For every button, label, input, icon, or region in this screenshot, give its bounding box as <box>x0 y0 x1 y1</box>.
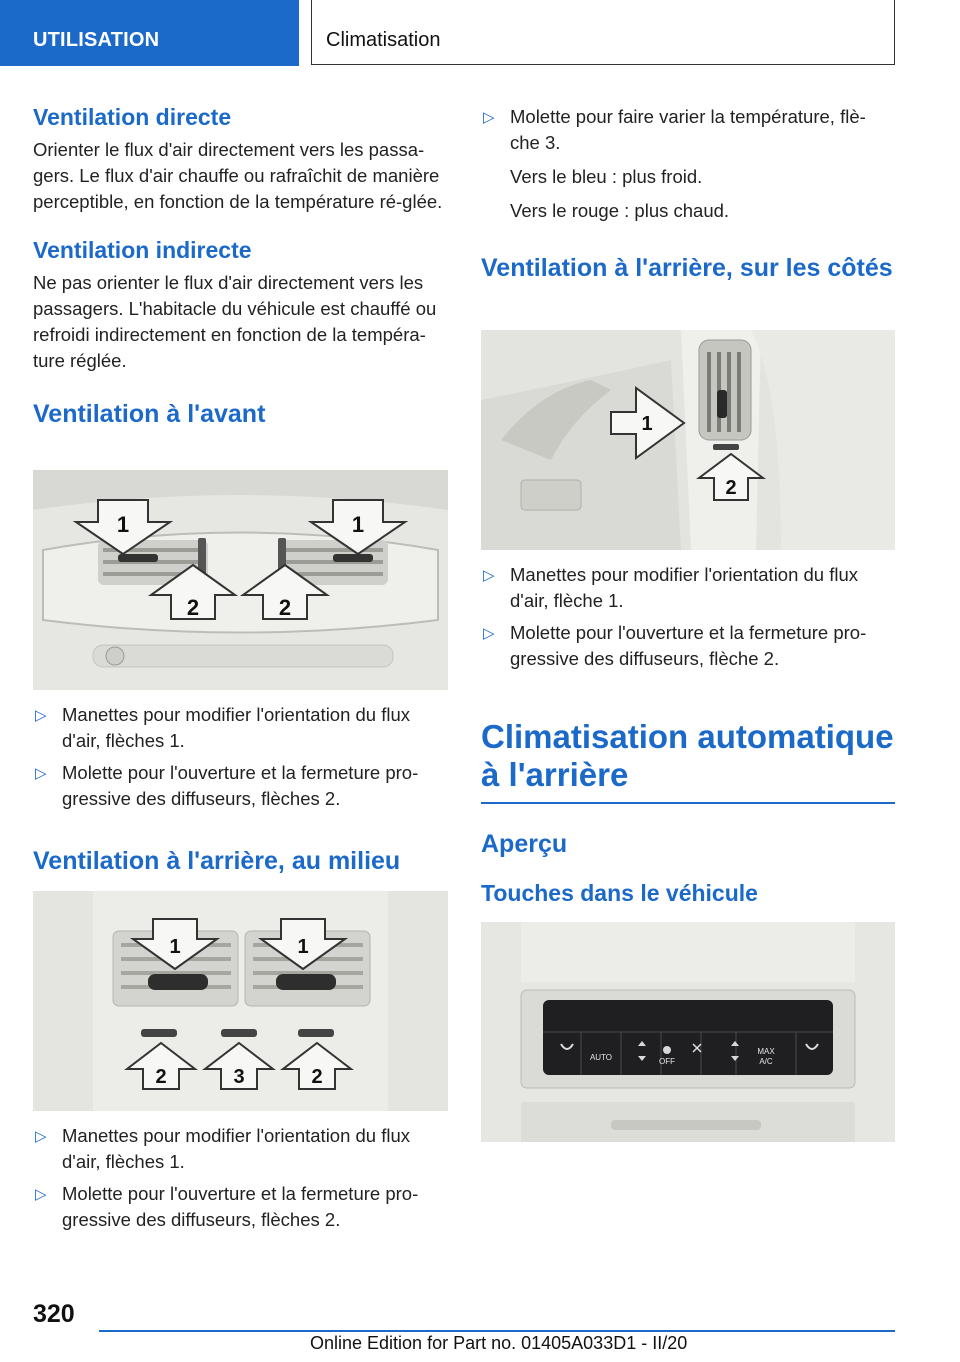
heading-ventilation-indirecte: Ventilation indirecte <box>33 237 252 263</box>
list-item: ▷ Molette pour l'ouverture et la fermeture pro-gressive des diffuseurs, flèches 2. <box>35 762 419 809</box>
list-item: ▷ Molette pour l'ouverture et la fermeture pro-gressive des diffuseurs, flèche 2. <box>483 622 867 669</box>
header-section-tab <box>0 0 299 66</box>
triangle-bullet-icon: ▷ <box>483 567 495 584</box>
heading-ventilation-avant: Ventilation à l'avant <box>33 400 266 428</box>
right-column-top <box>481 104 895 284</box>
callout-2-right: 2 <box>278 595 292 620</box>
text-ventilation-indirecte: Ne pas orienter le flux d'air directement vers les passagers. L'habitacle du véhicule est chauffé ou refroidi indirectement en fonction de la tempéra-ture réglée. <box>33 272 437 371</box>
header-section-label: UTILISATION <box>33 29 160 51</box>
list-item: ▷ Molette pour l'ouverture et la fermeture pro-gressive des diffuseurs, flèches 2. <box>35 1183 419 1230</box>
triangle-bullet-icon: ▷ <box>35 765 47 782</box>
figure-rear-center-vents <box>33 891 448 1111</box>
callout-3: 3 <box>233 1066 245 1088</box>
callout-1-left: 1 <box>169 936 181 958</box>
left-column-top <box>33 104 448 430</box>
text-ventilation-directe: Orienter le flux d'air directement vers les passa-gers. Le flux d'air chauffe ou rafraîchit de manière perceptible, en fonction de la température ré-glée. <box>33 139 443 212</box>
auto-button-label: AUTO <box>589 1053 613 1062</box>
list-item: ▷ Manettes pour modifier l'orientation du flux d'air, flèches 1. <box>35 1125 411 1172</box>
ac-button-label: A/C <box>759 1057 773 1066</box>
heading-underline <box>481 802 895 804</box>
heading-ventilation-arriere-cotes: Ventilation à l'arrière, sur les côtés <box>481 254 893 282</box>
rear-center-list <box>33 1123 448 1233</box>
text-blue-colder: Vers le bleu : plus froid. <box>510 166 703 187</box>
front-list <box>33 702 448 812</box>
triangle-bullet-icon: ▷ <box>35 707 47 724</box>
figure-rear-climate-panel <box>481 922 895 1142</box>
heading-ventilation-directe: Ventilation directe <box>33 104 232 130</box>
rear-center-heading-wrap <box>33 845 463 877</box>
header-chapter-box <box>311 0 895 65</box>
callout-2: 2 <box>725 477 737 499</box>
heading-ventilation-arriere-milieu: Ventilation à l'arrière, au milieu <box>33 847 401 875</box>
header-chapter-label: Climatisation <box>326 29 441 51</box>
callout-2-right: 2 <box>311 1066 323 1088</box>
rear-side-list <box>481 562 895 672</box>
triangle-bullet-icon: ▷ <box>35 1186 47 1203</box>
list-item: ▷ Manettes pour modifier l'orientation du flux d'air, flèches 1. <box>35 704 411 751</box>
callout-2-left: 2 <box>186 595 200 620</box>
callout-1-right: 1 <box>297 936 309 958</box>
callout-1: 1 <box>641 413 653 435</box>
callout-1-left: 1 <box>116 512 130 537</box>
footer-rule <box>99 1330 895 1332</box>
triangle-bullet-icon: ▷ <box>483 109 495 126</box>
figure-front-vents <box>33 470 448 690</box>
text-red-warmer: Vers le rouge : plus chaud. <box>510 200 730 221</box>
heading-apercu: Aperçu <box>481 830 568 858</box>
auto-climate-heading-wrap <box>481 718 895 907</box>
callout-1-right: 1 <box>351 512 365 537</box>
figure-rear-side-vent <box>481 330 895 550</box>
triangle-bullet-icon: ▷ <box>35 1128 47 1145</box>
page-number: 320 <box>33 1300 75 1328</box>
list-item: ▷ Molette pour faire varier la température, flè-che 3. <box>483 106 866 153</box>
footer-edition: Online Edition for Part no. 01405A033D1 - II/20 <box>310 1333 688 1353</box>
heading-climatisation-automatique: Climatisation automatique à l'arrière <box>481 718 894 793</box>
heading-touches-vehicule: Touches dans le véhicule <box>481 880 758 906</box>
list-item: ▷ Manettes pour modifier l'orientation du flux d'air, flèche 1. <box>483 564 859 611</box>
triangle-bullet-icon: ▷ <box>483 625 495 642</box>
off-button-label: OFF <box>659 1057 675 1066</box>
max-button-label: MAX <box>757 1047 775 1056</box>
callout-2-left: 2 <box>155 1066 167 1088</box>
